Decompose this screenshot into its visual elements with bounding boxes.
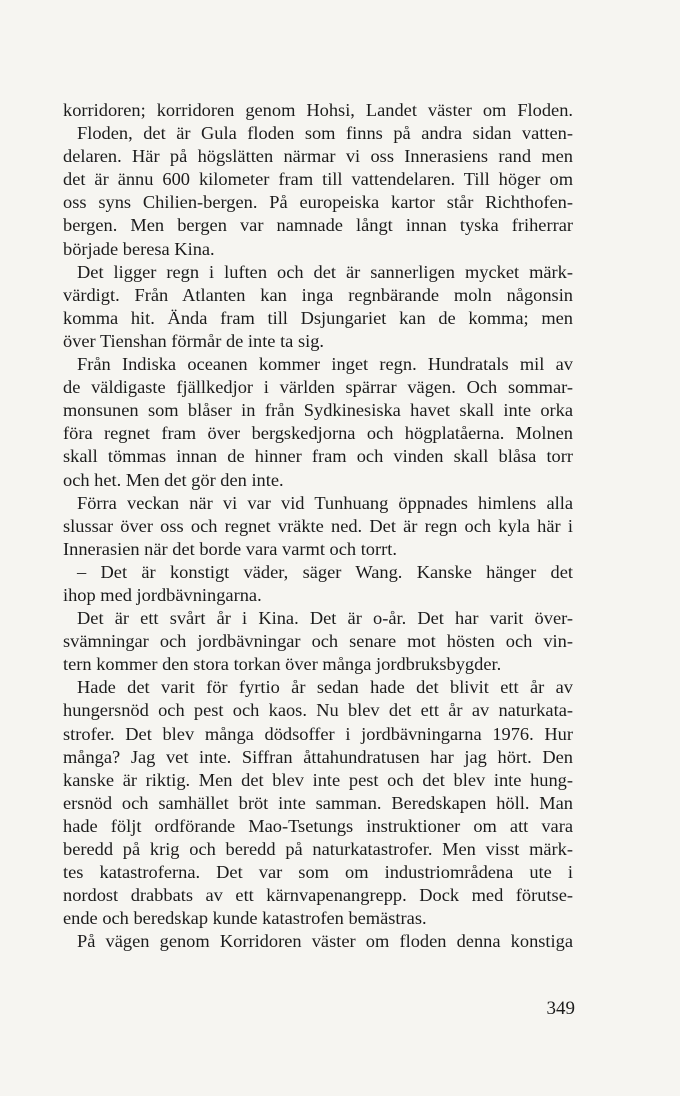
text-line: över Tienshan förmår de inte ta sig. — [63, 330, 324, 351]
text-line: slussar över oss och regnet vräkte ned. Det är regn och kyla här i — [63, 515, 573, 536]
text-line: Det ligger regn i luften och det är sannerligen mycket märk- — [77, 261, 573, 282]
text-line: Från Indiska oceanen kommer inget regn. Hundratals mil av — [77, 354, 573, 375]
text-line: monsunen som blåser in från Sydkinesiska havet skall inte orka — [63, 400, 573, 421]
text-line: Floden, det är Gula floden som finns på andra sidan vatten- — [77, 123, 573, 144]
text-line: de väldigaste fjällkedjor i världen spärrar vägen. Och sommar- — [63, 377, 573, 398]
text-line: hade följt ordförande Mao-Tsetungs instruktioner om att vara — [63, 815, 573, 836]
text-line: värdigt. Från Atlanten kan inga regnbärande moln någonsin — [63, 284, 573, 305]
text-line: ihop med jordbävningarna. — [63, 584, 262, 605]
text-line: och het. Men det gör den inte. — [63, 469, 284, 490]
text-line: föra regnet fram över bergskedjorna och högplatåerna. Molnen — [63, 423, 573, 444]
text-line: svämningar och jordbävningar och senare mot hösten och vin- — [63, 631, 573, 652]
text-line: oss syns Chilien-bergen. På europeiska kartor står Richthofen- — [63, 192, 573, 213]
text-line: komma hit. Ända fram till Dsjungariet kan de komma; men — [63, 307, 573, 328]
text-line: Hade det varit för fyrtio år sedan hade det blivit ett år av — [77, 677, 573, 698]
text-line: bergen. Men bergen var namnade långt innan tyska friherrar — [63, 215, 573, 236]
page-number: 349 — [546, 998, 575, 1019]
body-text — [63, 99, 573, 953]
text-line: delaren. Här på högslätten närmar vi oss Innerasiens rand men — [63, 146, 573, 167]
text-line: – Det är konstigt väder, säger Wang. Kanske hänger det — [77, 561, 573, 582]
text-line: Innerasien när det borde vara varmt och torrt. — [63, 538, 397, 559]
text-line: det är ännu 600 kilometer fram till vattendelaren. Till höger om — [63, 169, 573, 190]
text-line: skall tömmas innan de hinner fram och vinden skall blåsa torr — [63, 446, 573, 467]
text-line: Förra veckan när vi var vid Tunhuang öppnades himlens alla — [77, 492, 573, 513]
text-line: nordost drabbats av ett kärnvapenangrepp. Dock med förutse- — [63, 885, 573, 906]
text-line: tes katastroferna. Det var som om industriområdena ute i — [63, 862, 573, 883]
text-line: korridoren; korridoren genom Hohsi, Landet väster om Floden. — [63, 100, 573, 120]
text-line: kanske är riktig. Men det blev inte pest och det blev inte hung- — [63, 769, 573, 790]
text-line: strofer. Det blev många dödsoffer i jordbävningarna 1976. Hur — [63, 723, 573, 744]
text-line: många? Jag vet inte. Siffran åttahundratusen har jag hört. Den — [63, 746, 573, 767]
text-line: beredd på krig och beredd på naturkatastrofer. Men visst märk- — [63, 839, 573, 859]
text-line: ende och beredskap kunde katastrofen bemästras. — [63, 908, 427, 929]
text-line: På vägen genom Korridoren väster om floden denna konstiga — [77, 931, 573, 952]
text-line: Det är ett svårt år i Kina. Det är o-år. Det har varit över- — [77, 608, 573, 629]
text-line: ersnöd och samhället bröt inte samman. Beredskapen höll. Man — [63, 792, 573, 813]
text-line: började beresa Kina. — [63, 238, 215, 259]
text-line: hungersnöd och pest och kaos. Nu blev det ett år av naturkata- — [63, 700, 573, 721]
text-line: tern kommer den stora torkan över många jordbruksbygder. — [63, 654, 502, 675]
